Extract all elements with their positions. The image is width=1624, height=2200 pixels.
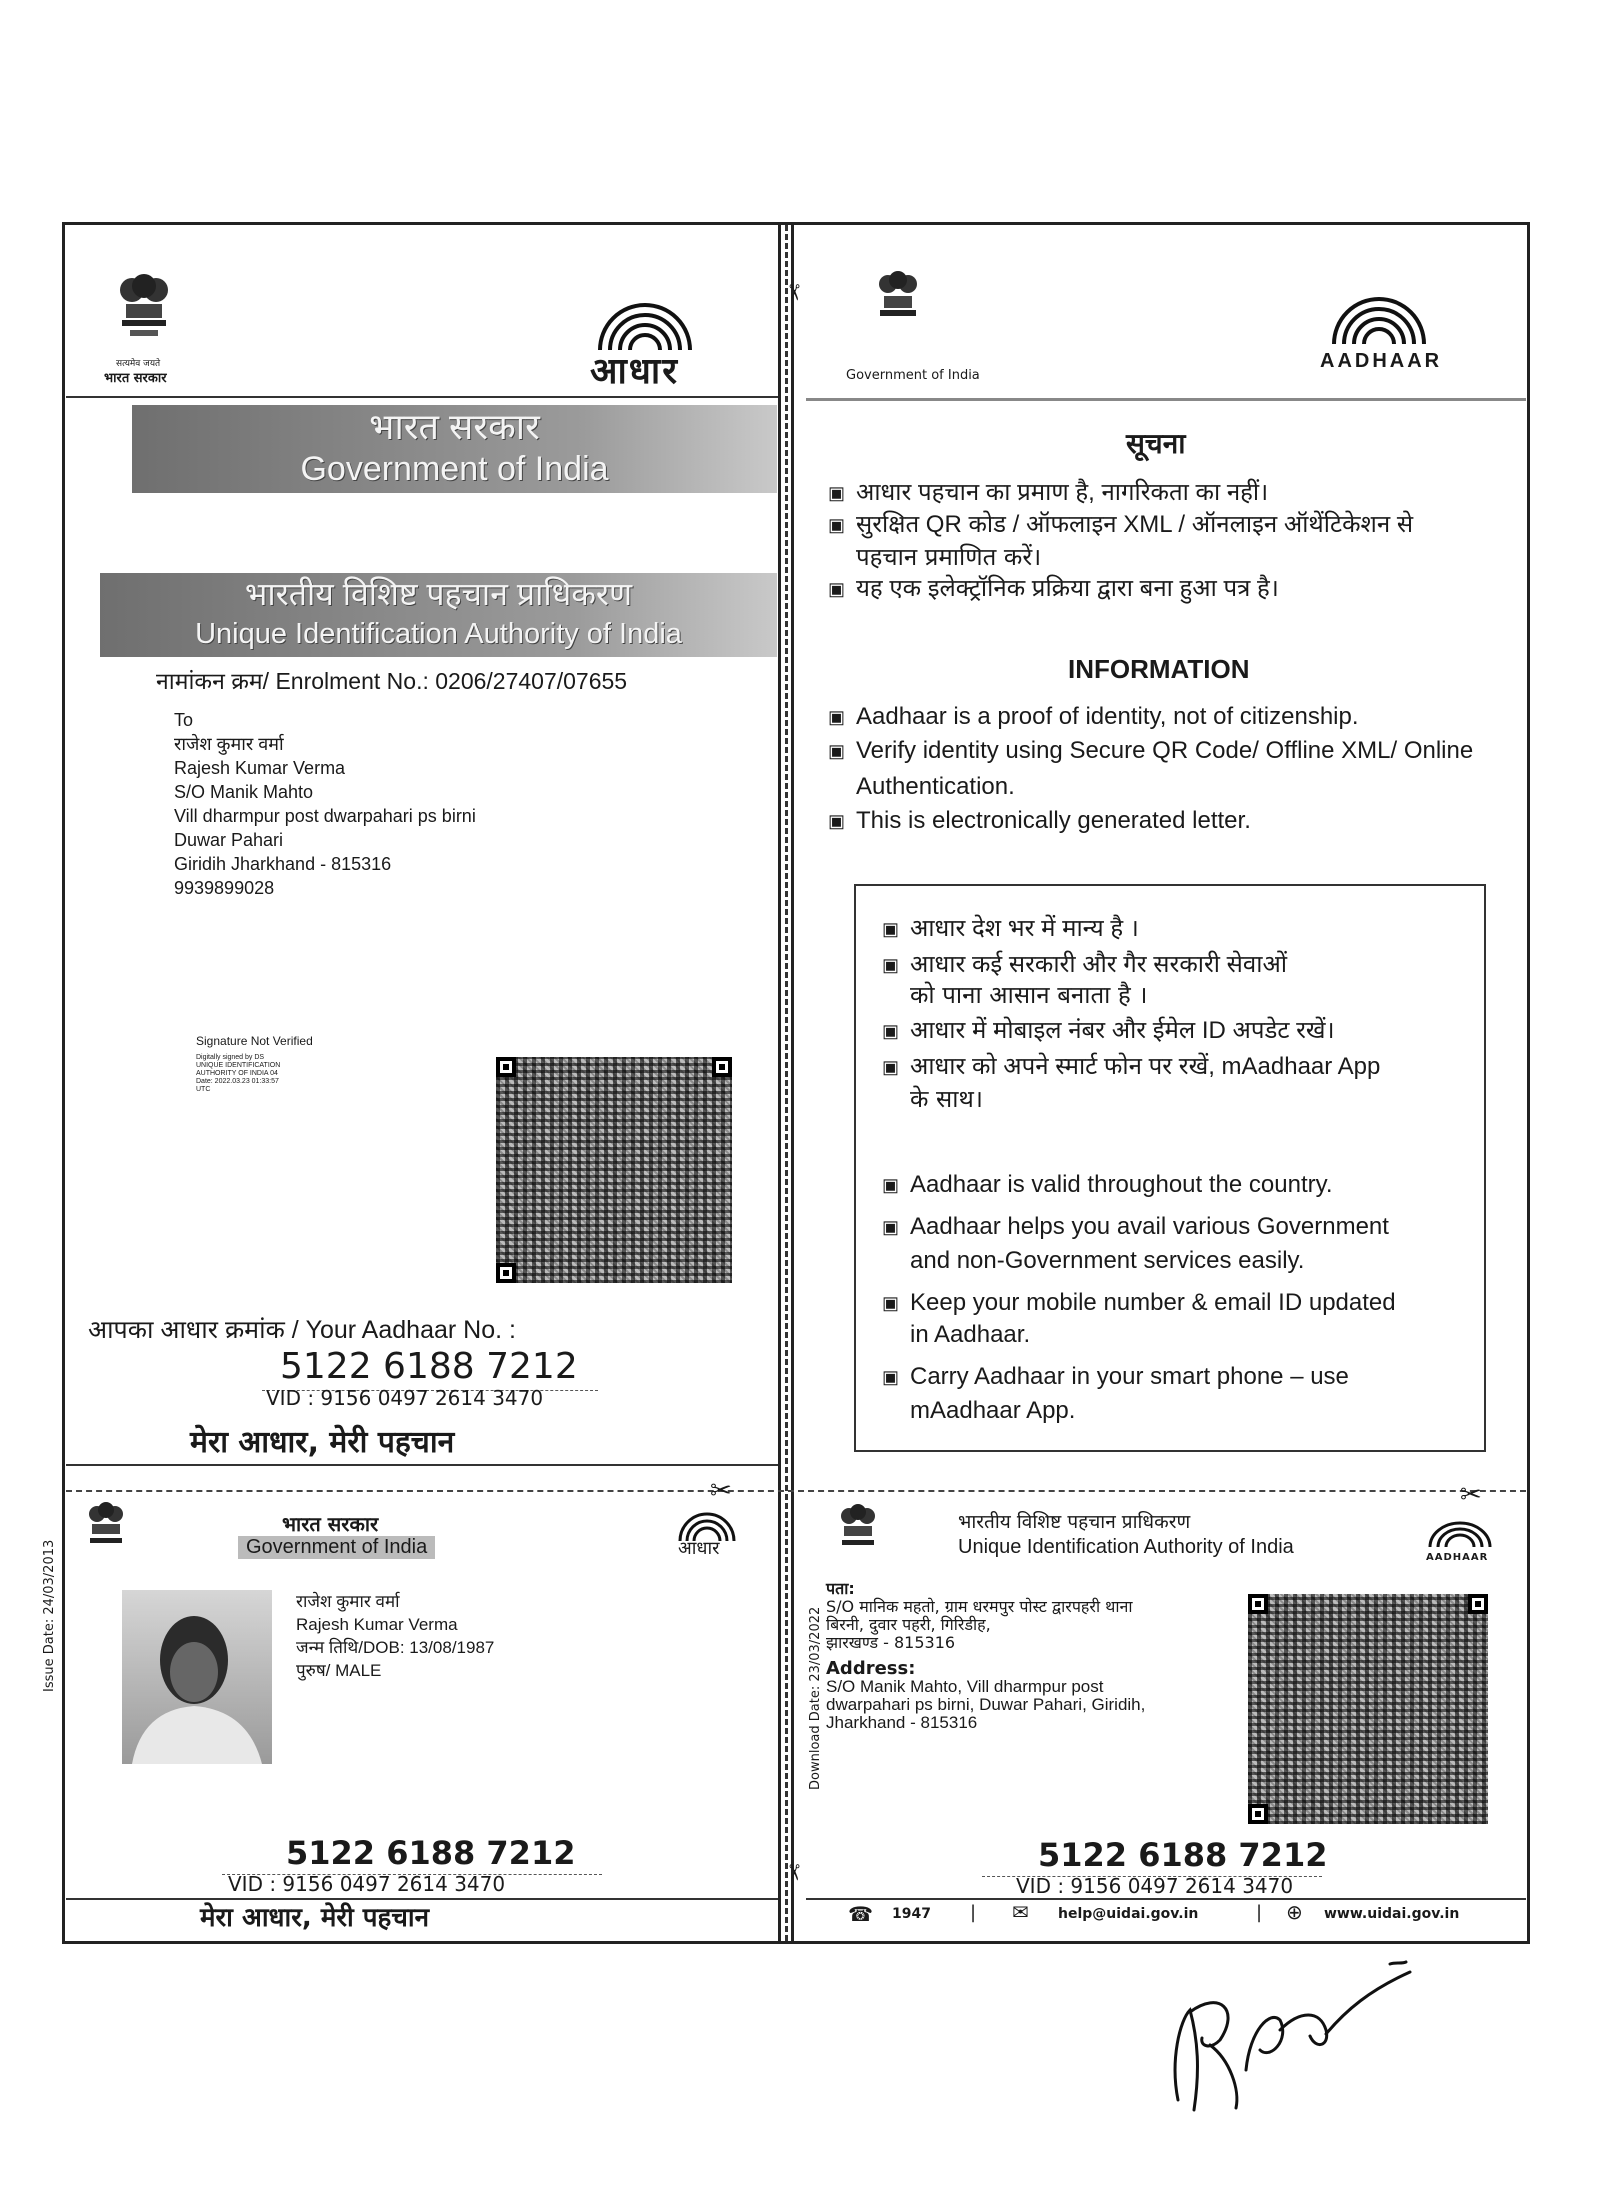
information-item: ▣ This is electronically generated letter.	[856, 804, 1251, 838]
information-title: INFORMATION	[1068, 654, 1250, 684]
issue-date: Issue Date: 24/03/2013	[42, 1539, 57, 1692]
suchna-item: ▣ आधार पहचान का प्रमाण है, नागरिकता का नहीं।	[856, 476, 1268, 510]
address-line-hi: झारखण्ड - 815316	[826, 1633, 956, 1652]
signature-detail: UTC	[196, 1086, 211, 1093]
address-line: Giridih Jharkhand - 815316	[174, 854, 392, 874]
box-item-en: ▣ Aadhaar helps you avail various Government	[910, 1210, 1389, 1244]
digital-signature-block	[196, 1034, 313, 1094]
download-date: Download Date: 23/03/2022	[808, 1606, 823, 1790]
address-line: Rajesh Kumar Verma	[174, 758, 346, 778]
address-line-en: S/O Manik Mahto, Vill dharmpur post	[826, 1677, 1104, 1696]
aadhaar-logo-icon	[580, 292, 700, 352]
vid-number: VID : 9156 0497 2614 3470	[266, 1386, 544, 1410]
box-item-en-cont: and non-Government services easily.	[910, 1247, 1305, 1274]
address-line: To	[174, 710, 194, 730]
globe-icon: ⊕	[1286, 1900, 1303, 1924]
tagline: मेरा आधार, मेरी पहचान	[190, 1425, 455, 1460]
address-label-en: Address:	[826, 1658, 916, 1679]
card-aadhaar-number: 5122 6188 7212	[286, 1834, 576, 1872]
card-back-title-hi: भारतीय विशिष्ट पहचान प्राधिकरण	[958, 1511, 1191, 1533]
address-line-en: Jharkhand - 815316	[826, 1713, 978, 1732]
national-emblem-icon	[838, 1502, 878, 1564]
emblem-motto: सत्यमेव जयते	[116, 359, 161, 369]
separator: |	[1256, 1902, 1263, 1923]
address-line-hi: S/O मानिक महतो, ग्राम धरमपुर पोस्ट द्वारपहरी थाना	[826, 1597, 1133, 1616]
box-item-hi: ▣ आधार को अपने स्मार्ट फोन पर रखें, mAadhaar App	[910, 1050, 1380, 1084]
suchna-item-cont: पहचान प्रमाणित करें।	[856, 543, 1042, 571]
secure-qr-code	[496, 1057, 732, 1283]
national-emblem-icon	[876, 268, 920, 352]
holder-gender: पुरुष/ MALE	[296, 1661, 382, 1680]
divider	[806, 1898, 1526, 1900]
address-line: राजेश कुमार वर्मा	[174, 734, 284, 754]
scissors-icon: ✂	[710, 1476, 732, 1506]
box-item-hi: ▣ आधार में मोबाइल नंबर और ईमेल ID अपडेट रखें।	[910, 1014, 1335, 1048]
box-item-en-cont: mAadhaar App.	[910, 1397, 1076, 1424]
aadhaar-logo-text: AADHAAR	[1426, 1552, 1489, 1563]
signature-detail: UNIQUE IDENTIFICATION	[196, 1062, 281, 1069]
address-line: Duwar Pahari	[174, 830, 284, 850]
banner-government-hi: भारत सरकार	[369, 406, 540, 447]
address-line: Vill dharmpur post dwarpahari ps birni	[174, 806, 476, 826]
emblem-caption: भारत सरकार	[104, 371, 167, 386]
box-item-hi: ▣ आधार देश भर में मान्य है ।	[910, 912, 1139, 946]
card-back-title-en: Unique Identification Authority of India	[958, 1536, 1294, 1558]
address-line: 9939899028	[174, 878, 275, 898]
aadhaar-logo-icon	[1424, 1520, 1496, 1548]
box-item-en: ▣ Aadhaar is valid throughout the country.	[910, 1168, 1332, 1202]
box-item-hi-cont: को पाना आसान बनाता है ।	[910, 981, 1148, 1009]
phone-icon: ☎	[848, 1902, 873, 1926]
holder-photo	[122, 1590, 272, 1764]
card-qr-code	[1248, 1594, 1488, 1824]
banner-uidai-hi: भारतीय विशिष्ट पहचान प्राधिकरण	[244, 576, 633, 612]
card-back-vid-number: VID : 9156 0497 2614 3470	[1016, 1874, 1294, 1898]
information-item-cont: Authentication.	[856, 773, 1015, 800]
emblem-caption-en: Government of India	[846, 368, 980, 383]
address-line-hi: बिरनी, दुवार पहरी, गिरिडीह,	[826, 1615, 991, 1634]
address-line-en: dwarpahari ps birni, Duwar Pahari, Giridih,	[826, 1695, 1146, 1714]
card-vid-number: VID : 9156 0497 2614 3470	[228, 1872, 506, 1896]
separator: |	[970, 1902, 977, 1923]
aadhaar-logo-text: AADHAAR	[1320, 350, 1443, 372]
cut-line-horizontal	[66, 1490, 1526, 1492]
aadhaar-number: 5122 6188 7212	[280, 1346, 578, 1387]
holder-name-hi: राजेश कुमार वर्मा	[296, 1592, 400, 1611]
information-item: ▣ Aadhaar is a proof of identity, not of citizenship.	[856, 700, 1359, 734]
banner-uidai-en: Unique Identification Authority of India	[195, 618, 682, 650]
scissors-icon: ✂	[1460, 1480, 1482, 1510]
helpline-number: 1947	[892, 1906, 931, 1922]
card-back-aadhaar-number: 5122 6188 7212	[1038, 1836, 1328, 1874]
banner-uidai	[100, 573, 777, 657]
aadhaar-number-label: आपका आधार क्रमांक / Your Aadhaar No. :	[88, 1316, 516, 1344]
box-item-en-cont: in Aadhaar.	[910, 1321, 1031, 1348]
banner-government	[132, 405, 777, 493]
card-front-title-en: Government of India	[238, 1536, 435, 1559]
scissors-icon: ✂	[780, 283, 806, 302]
box-item-en: ▣ Carry Aadhaar in your smart phone – use	[910, 1360, 1349, 1394]
scissors-icon: ✂	[780, 1863, 806, 1882]
signature-detail: Digitally signed by DS	[196, 1054, 265, 1061]
recipient-address	[174, 708, 476, 900]
website-address: www.uidai.gov.in	[1324, 1906, 1460, 1922]
handwritten-signature	[1150, 1950, 1420, 2120]
holder-name-en: Rajesh Kumar Verma	[296, 1615, 458, 1634]
aadhaar-logo-icon	[1322, 286, 1432, 346]
aadhaar-logo-text: आधार	[590, 351, 679, 392]
mail-icon: ✉	[1012, 1900, 1029, 1924]
banner-government-en: Government of India	[300, 450, 609, 488]
information-item: ▣ Verify identity using Secure QR Code/ Offline XML/ Online	[856, 734, 1473, 768]
divider	[66, 396, 778, 398]
aadhaar-logo-text: आधार	[678, 1538, 720, 1559]
divider	[66, 1464, 778, 1466]
signature-status: Signature Not Verified	[196, 1034, 313, 1048]
holder-details	[296, 1590, 494, 1682]
suchna-item: ▣ यह एक इलेक्ट्रॉनिक प्रक्रिया द्वारा बना हुआ पत्र है।	[856, 572, 1279, 606]
holder-dob: जन्म तिथि/DOB: 13/08/1987	[296, 1638, 495, 1657]
suchna-title: सूचना	[1126, 427, 1186, 460]
box-item-hi-cont: के साथ।	[910, 1085, 983, 1113]
enrolment-number: नामांकन क्रम/ Enrolment No.: 0206/27407/07655	[156, 668, 628, 694]
card-front-title-hi: भारत सरकार	[282, 1512, 379, 1536]
address-block	[826, 1580, 1145, 1732]
national-emblem-icon	[112, 270, 176, 354]
box-item-hi: ▣ आधार कई सरकारी और गैर सरकारी सेवाओं	[910, 948, 1287, 982]
suchna-item: ▣ सुरक्षित QR कोड / ऑफलाइन XML / ऑनलाइन ऑथेंटिकेशन से	[856, 508, 1413, 542]
national-emblem-icon	[86, 1500, 126, 1562]
address-line: S/O Manik Mahto	[174, 782, 314, 802]
signature-detail: Date: 2022.03.23 01:33:57	[196, 1078, 279, 1085]
divider	[806, 398, 1526, 401]
cut-line-vertical	[778, 225, 794, 1941]
email-address: help@uidai.gov.in	[1058, 1906, 1199, 1922]
card-tagline: मेरा आधार, मेरी पहचान	[200, 1903, 430, 1933]
address-label-hi: पता:	[826, 1579, 855, 1598]
signature-detail: AUTHORITY OF INDIA 04	[196, 1070, 278, 1077]
box-item-en: ▣ Keep your mobile number & email ID updated	[910, 1286, 1396, 1320]
